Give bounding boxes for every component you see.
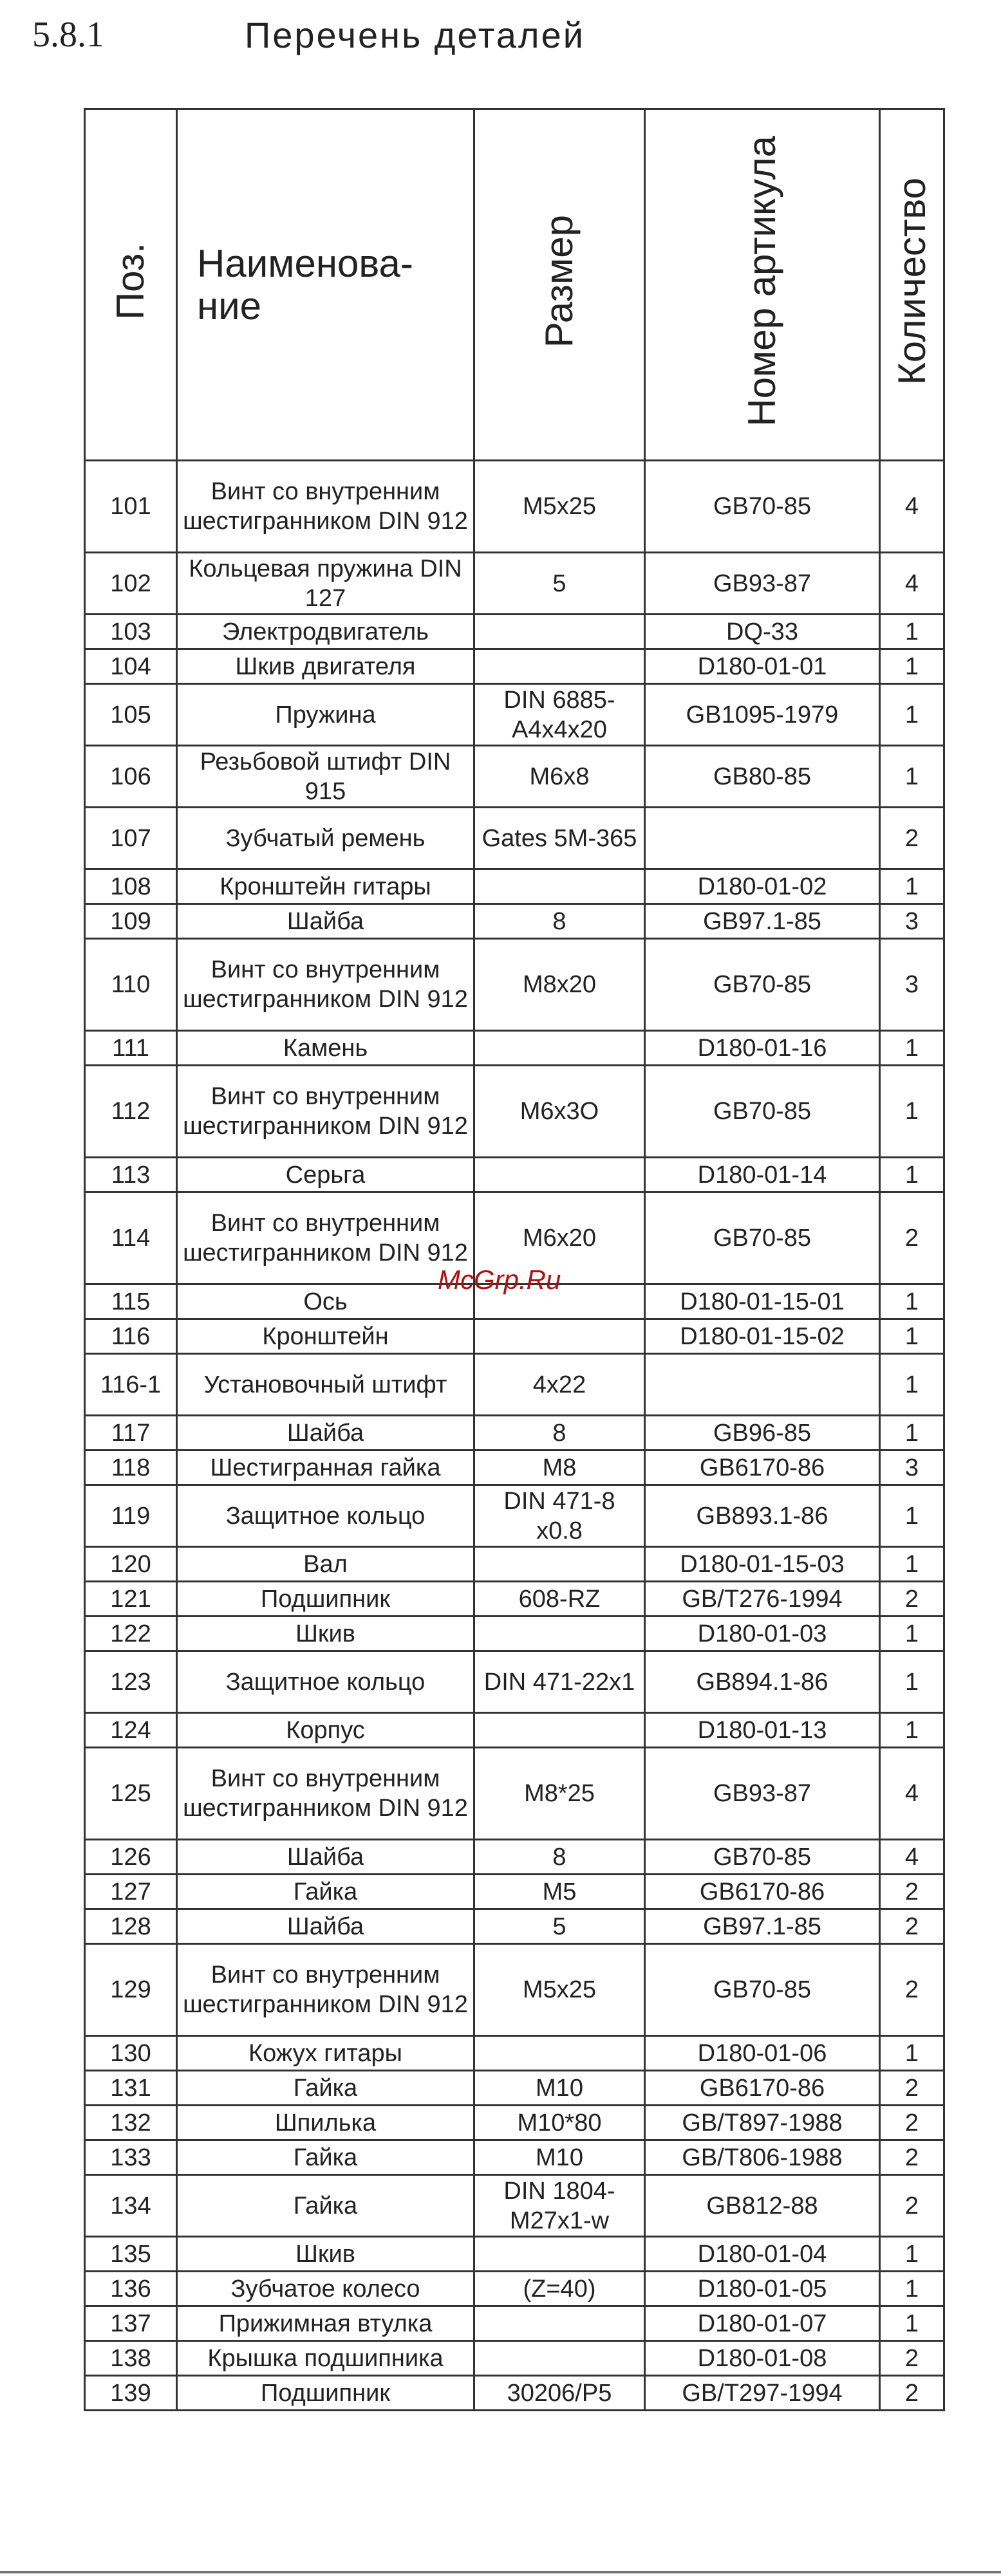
cell-qty: 1 xyxy=(880,746,944,808)
table-row xyxy=(85,904,944,939)
table-row xyxy=(85,2071,944,2106)
header-article: Номер артикула xyxy=(645,109,880,461)
cell-size xyxy=(474,869,645,904)
cell-article: GB/T276-1994 xyxy=(645,1582,880,1617)
cell-name: Камень xyxy=(177,1031,474,1066)
table-row xyxy=(85,2237,944,2272)
table-row xyxy=(85,2376,944,2411)
table-row xyxy=(85,1354,944,1416)
cell-size: 8 xyxy=(474,1416,645,1450)
table-row xyxy=(85,2306,944,2341)
cell-name: Подшипник xyxy=(177,2376,474,2411)
cell-size xyxy=(474,615,645,649)
cell-pos: 128 xyxy=(85,1909,177,1944)
cell-size: M8*25 xyxy=(474,1748,645,1840)
cell-pos: 139 xyxy=(85,2376,177,2411)
cell-size: DIN 471-8 x0.8 xyxy=(474,1485,645,1547)
cell-pos: 101 xyxy=(85,461,177,553)
parts-table xyxy=(84,108,945,2411)
cell-name: Шестигранная гайка xyxy=(177,1450,474,1485)
cell-qty: 2 xyxy=(880,2140,944,2175)
cell-article: DQ-33 xyxy=(645,615,880,649)
cell-qty: 2 xyxy=(880,2175,944,2237)
cell-name: Крышка подшипника xyxy=(177,2341,474,2376)
cell-size: DIN 471-22x1 xyxy=(474,1651,645,1713)
cell-size: M8 xyxy=(474,1450,645,1485)
cell-qty: 2 xyxy=(880,1582,944,1617)
table-row xyxy=(85,1031,944,1066)
cell-qty: 1 xyxy=(880,1158,944,1192)
table-row xyxy=(85,615,944,649)
table-row xyxy=(85,1909,944,1944)
cell-name: Гайка xyxy=(177,1875,474,1909)
table-row xyxy=(85,1713,944,1748)
cell-size xyxy=(474,2306,645,2341)
cell-name: Прижимная втулка xyxy=(177,2306,474,2341)
table-row xyxy=(85,939,944,1031)
table-row xyxy=(85,1617,944,1651)
cell-pos: 110 xyxy=(85,939,177,1031)
cell-pos: 124 xyxy=(85,1713,177,1748)
cell-article xyxy=(645,1354,880,1416)
cell-name: Винт со внутренним шестигранником DIN 912 xyxy=(177,1748,474,1840)
cell-name: Вал xyxy=(177,1547,474,1582)
cell-name: Гайка xyxy=(177,2071,474,2106)
cell-name: Пружина xyxy=(177,684,474,746)
cell-size xyxy=(474,2036,645,2071)
cell-pos: 111 xyxy=(85,1031,177,1066)
cell-name: Защитное кольцо xyxy=(177,1651,474,1713)
cell-size xyxy=(474,2237,645,2272)
cell-article xyxy=(645,808,880,869)
cell-article: D180-01-08 xyxy=(645,2341,880,2376)
table-row xyxy=(85,2036,944,2071)
table-body xyxy=(85,461,944,2411)
cell-pos: 115 xyxy=(85,1284,177,1319)
cell-qty: 1 xyxy=(880,2306,944,2341)
cell-name: Шпилька xyxy=(177,2106,474,2140)
header-pos: Поз. xyxy=(85,109,177,461)
cell-article: GB70-85 xyxy=(645,939,880,1031)
cell-pos: 116 xyxy=(85,1319,177,1354)
cell-pos: 118 xyxy=(85,1450,177,1485)
cell-pos: 102 xyxy=(85,553,177,615)
cell-qty: 1 xyxy=(880,615,944,649)
cell-name: Резьбовой штифт DIN 915 xyxy=(177,746,474,808)
cell-size xyxy=(474,1319,645,1354)
cell-size: DIN 6885-A4x4x20 xyxy=(474,684,645,746)
cell-qty: 2 xyxy=(880,1875,944,1909)
cell-pos: 103 xyxy=(85,615,177,649)
cell-qty: 2 xyxy=(880,2341,944,2376)
cell-size xyxy=(474,1713,645,1748)
cell-article: GB/T297-1994 xyxy=(645,2376,880,2411)
cell-article: D180-01-16 xyxy=(645,1031,880,1066)
cell-pos: 108 xyxy=(85,869,177,904)
cell-pos: 120 xyxy=(85,1547,177,1582)
cell-size: M5x25 xyxy=(474,461,645,553)
cell-qty: 2 xyxy=(880,1192,944,1284)
cell-name: Винт со внутренним шестигранником DIN 912 xyxy=(177,1192,474,1284)
cell-article: D180-01-15-01 xyxy=(645,1284,880,1319)
cell-article: D180-01-15-03 xyxy=(645,1547,880,1582)
cell-pos: 117 xyxy=(85,1416,177,1450)
header-size: Размер xyxy=(474,109,645,461)
cell-name: Гайка xyxy=(177,2140,474,2175)
table-row xyxy=(85,1066,944,1158)
cell-pos: 129 xyxy=(85,1944,177,2036)
table-row xyxy=(85,1158,944,1192)
table-row xyxy=(85,1748,944,1840)
cell-qty: 1 xyxy=(880,2272,944,2306)
cell-pos: 109 xyxy=(85,904,177,939)
cell-pos: 107 xyxy=(85,808,177,869)
cell-article: D180-01-01 xyxy=(645,649,880,684)
cell-pos: 106 xyxy=(85,746,177,808)
cell-qty: 3 xyxy=(880,904,944,939)
cell-article: GB/T897-1988 xyxy=(645,2106,880,2140)
cell-name: Шайба xyxy=(177,1840,474,1875)
cell-pos: 104 xyxy=(85,649,177,684)
cell-name: Винт со внутренним шестигранником DIN 912 xyxy=(177,461,474,553)
cell-qty: 4 xyxy=(880,1840,944,1875)
cell-pos: 125 xyxy=(85,1748,177,1840)
cell-article: GB70-85 xyxy=(645,1840,880,1875)
cell-name: Установочный штифт xyxy=(177,1354,474,1416)
cell-article: D180-01-15-02 xyxy=(645,1319,880,1354)
cell-pos: 114 xyxy=(85,1192,177,1284)
cell-name: Кронштейн гитары xyxy=(177,869,474,904)
cell-name: Шкив двигателя xyxy=(177,649,474,684)
table-row xyxy=(85,808,944,869)
cell-pos: 138 xyxy=(85,2341,177,2376)
cell-size xyxy=(474,1031,645,1066)
cell-pos: 119 xyxy=(85,1485,177,1547)
cell-article: GB70-85 xyxy=(645,1066,880,1158)
table-row xyxy=(85,1582,944,1617)
cell-size xyxy=(474,1158,645,1192)
cell-pos: 123 xyxy=(85,1651,177,1713)
cell-size: M6x20 xyxy=(474,1192,645,1284)
cell-qty: 2 xyxy=(880,1944,944,2036)
cell-pos: 112 xyxy=(85,1066,177,1158)
cell-qty: 1 xyxy=(880,649,944,684)
cell-qty: 1 xyxy=(880,869,944,904)
cell-qty: 1 xyxy=(880,1319,944,1354)
cell-name: Шкив xyxy=(177,1617,474,1651)
cell-size: M10 xyxy=(474,2071,645,2106)
table-row xyxy=(85,869,944,904)
table-row xyxy=(85,461,944,553)
cell-article: GB6170-86 xyxy=(645,1875,880,1909)
cell-article: D180-01-13 xyxy=(645,1713,880,1748)
cell-size: M5 xyxy=(474,1875,645,1909)
cell-size xyxy=(474,649,645,684)
cell-article: GB6170-86 xyxy=(645,1450,880,1485)
table-row xyxy=(85,649,944,684)
cell-article: GB70-85 xyxy=(645,1944,880,2036)
cell-qty: 1 xyxy=(880,684,944,746)
cell-qty: 2 xyxy=(880,1909,944,1944)
cell-qty: 2 xyxy=(880,2376,944,2411)
cell-article: GB80-85 xyxy=(645,746,880,808)
table-row xyxy=(85,1840,944,1875)
cell-size: 8 xyxy=(474,1840,645,1875)
cell-pos: 136 xyxy=(85,2272,177,2306)
cell-qty: 1 xyxy=(880,1485,944,1547)
table-row xyxy=(85,2175,944,2237)
parts-table-container xyxy=(84,108,943,2411)
cell-size: 608-RZ xyxy=(474,1582,645,1617)
cell-qty: 1 xyxy=(880,1284,944,1319)
cell-size: (Z=40) xyxy=(474,2272,645,2306)
cell-name: Шайба xyxy=(177,1909,474,1944)
cell-pos: 116-1 xyxy=(85,1354,177,1416)
cell-qty: 4 xyxy=(880,1748,944,1840)
header-name: Наименова- ние xyxy=(177,109,474,461)
cell-size: M10 xyxy=(474,2140,645,2175)
cell-article: GB/T806-1988 xyxy=(645,2140,880,2175)
cell-name: Электродвигатель xyxy=(177,615,474,649)
cell-name: Гайка xyxy=(177,2175,474,2237)
table-row xyxy=(85,684,944,746)
cell-qty: 3 xyxy=(880,1450,944,1485)
cell-pos: 105 xyxy=(85,684,177,746)
table-row xyxy=(85,746,944,808)
cell-qty: 1 xyxy=(880,1416,944,1450)
cell-size: M8x20 xyxy=(474,939,645,1031)
table-row xyxy=(85,553,944,615)
cell-article: GB70-85 xyxy=(645,1192,880,1284)
cell-article: D180-01-05 xyxy=(645,2272,880,2306)
cell-pos: 126 xyxy=(85,1840,177,1875)
cell-pos: 135 xyxy=(85,2237,177,2272)
cell-article: GB812-88 xyxy=(645,2175,880,2237)
cell-pos: 113 xyxy=(85,1158,177,1192)
cell-size: M5x25 xyxy=(474,1944,645,2036)
table-row xyxy=(85,1416,944,1450)
cell-pos: 122 xyxy=(85,1617,177,1651)
watermark: McGrp.Ru xyxy=(438,1265,561,1295)
cell-article: GB894.1-86 xyxy=(645,1651,880,1713)
cell-name: Винт со внутренним шестигранником DIN 912 xyxy=(177,1944,474,2036)
cell-qty: 1 xyxy=(880,1031,944,1066)
cell-name: Серьга xyxy=(177,1158,474,1192)
cell-size xyxy=(474,1547,645,1582)
cell-name: Шкив xyxy=(177,2237,474,2272)
cell-article: GB93-87 xyxy=(645,1748,880,1840)
cell-qty: 1 xyxy=(880,1354,944,1416)
cell-name: Зубчатое колесо xyxy=(177,2272,474,2306)
cell-qty: 1 xyxy=(880,1713,944,1748)
cell-article: D180-01-06 xyxy=(645,2036,880,2071)
section-number: 5.8.1 xyxy=(32,15,104,55)
table-row xyxy=(85,1547,944,1582)
cell-name: Шайба xyxy=(177,904,474,939)
bottom-rule xyxy=(0,2571,1001,2573)
cell-pos: 134 xyxy=(85,2175,177,2237)
cell-qty: 1 xyxy=(880,1651,944,1713)
cell-size: M6x8 xyxy=(474,746,645,808)
table-header-row xyxy=(85,109,944,461)
cell-size: M10*80 xyxy=(474,2106,645,2140)
cell-article: GB93-87 xyxy=(645,553,880,615)
cell-article: GB96-85 xyxy=(645,1416,880,1450)
table-row xyxy=(85,2341,944,2376)
cell-article: D180-01-14 xyxy=(645,1158,880,1192)
cell-size: M6x3O xyxy=(474,1066,645,1158)
cell-pos: 130 xyxy=(85,2036,177,2071)
table-row xyxy=(85,1450,944,1485)
cell-qty: 3 xyxy=(880,939,944,1031)
cell-size: 5 xyxy=(474,553,645,615)
cell-name: Кольцевая пружина DIN 127 xyxy=(177,553,474,615)
cell-pos: 132 xyxy=(85,2106,177,2140)
cell-size: 4x22 xyxy=(474,1354,645,1416)
table-row xyxy=(85,1944,944,2036)
table-row xyxy=(85,1651,944,1713)
table-row xyxy=(85,2272,944,2306)
cell-name: Защитное кольцо xyxy=(177,1485,474,1547)
cell-name: Кронштейн xyxy=(177,1319,474,1354)
cell-size: DIN 1804-M27x1-w xyxy=(474,2175,645,2237)
cell-qty: 1 xyxy=(880,1617,944,1651)
cell-name: Винт со внутренним шестигранником DIN 912 xyxy=(177,1066,474,1158)
cell-qty: 1 xyxy=(880,1066,944,1158)
cell-qty: 4 xyxy=(880,461,944,553)
cell-article: GB97.1-85 xyxy=(645,904,880,939)
cell-size: 5 xyxy=(474,1909,645,1944)
cell-qty: 1 xyxy=(880,2036,944,2071)
cell-pos: 121 xyxy=(85,1582,177,1617)
cell-article: D180-01-02 xyxy=(645,869,880,904)
cell-qty: 1 xyxy=(880,2237,944,2272)
cell-article: GB97.1-85 xyxy=(645,1909,880,1944)
cell-pos: 137 xyxy=(85,2306,177,2341)
cell-name: Винт со внутренним шестигранником DIN 912 xyxy=(177,939,474,1031)
cell-size: Gates 5M-365 xyxy=(474,808,645,869)
table-row xyxy=(85,2140,944,2175)
cell-pos: 127 xyxy=(85,1875,177,1909)
cell-name: Кожух гитары xyxy=(177,2036,474,2071)
cell-article: GB1095-1979 xyxy=(645,684,880,746)
cell-article: GB6170-86 xyxy=(645,2071,880,2106)
cell-article: GB893.1-86 xyxy=(645,1485,880,1547)
cell-size: 8 xyxy=(474,904,645,939)
table-row xyxy=(85,1875,944,1909)
table-row xyxy=(85,2106,944,2140)
cell-qty: 4 xyxy=(880,553,944,615)
cell-name: Шайба xyxy=(177,1416,474,1450)
cell-name: Корпус xyxy=(177,1713,474,1748)
cell-article: D180-01-07 xyxy=(645,2306,880,2341)
header-qty: Количество xyxy=(880,109,944,461)
cell-pos: 131 xyxy=(85,2071,177,2106)
cell-size xyxy=(474,1617,645,1651)
cell-qty: 2 xyxy=(880,2071,944,2106)
cell-article: GB70-85 xyxy=(645,461,880,553)
cell-qty: 1 xyxy=(880,1547,944,1582)
table-row xyxy=(85,1319,944,1354)
cell-name: Ось xyxy=(177,1284,474,1319)
cell-article: D180-01-03 xyxy=(645,1617,880,1651)
cell-pos: 133 xyxy=(85,2140,177,2175)
cell-size: 30206/P5 xyxy=(474,2376,645,2411)
cell-name: Зубчатый ремень xyxy=(177,808,474,869)
cell-size xyxy=(474,2341,645,2376)
section-title: Перечень деталей xyxy=(245,15,586,55)
table-row xyxy=(85,1485,944,1547)
cell-qty: 2 xyxy=(880,2106,944,2140)
cell-qty: 2 xyxy=(880,808,944,869)
cell-article: D180-01-04 xyxy=(645,2237,880,2272)
cell-name: Подшипник xyxy=(177,1582,474,1617)
